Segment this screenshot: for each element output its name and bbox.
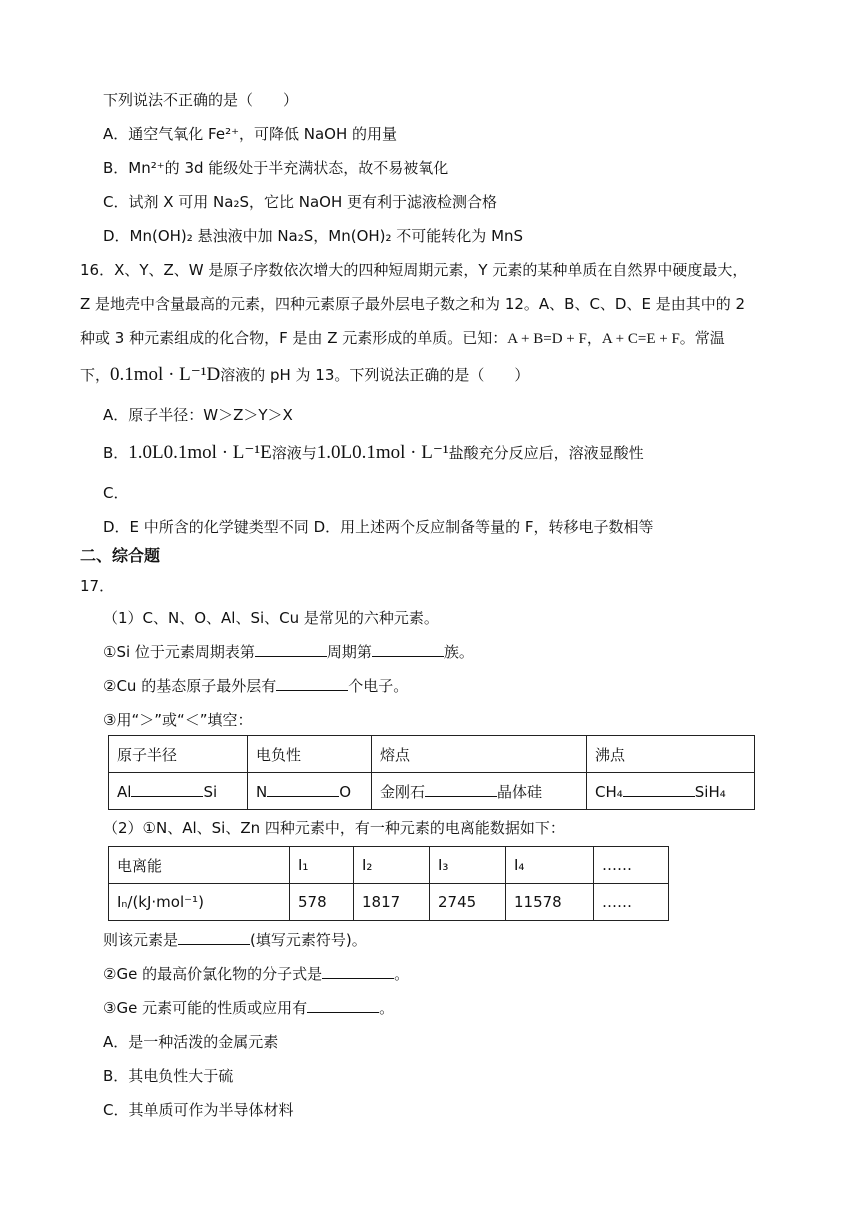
q16-concentration: 0.1mol · L⁻¹D — [110, 364, 221, 385]
table-header-row — [109, 736, 755, 773]
q16-option-b-math-2: 1.0L0.1mol · L⁻¹ — [316, 442, 449, 463]
q17-part-1-item-2 — [103, 676, 408, 696]
answer-blank[interactable] — [425, 782, 497, 797]
q16-equation-1: A + B=D + F — [507, 331, 587, 347]
table-header-cell: I₃ — [430, 847, 506, 884]
q17-number: 17． — [80, 577, 115, 595]
q17-part-2-intro: （2）①N、Al、Si、Zn 四种元素中，有一种元素的电离能数据如下： — [103, 819, 565, 837]
q16-line-4-start: 下， — [80, 366, 111, 384]
q16-line-3-end: 。常温 — [679, 329, 725, 347]
q17-option-a: A．是一种活泼的金属元素 — [103, 1033, 279, 1051]
q16-line-1: 16．X、Y、Z、W 是原子序数依次增大的四种短周期元素，Y 元素的某种单质在自然界中硬度最大， — [80, 261, 748, 279]
q17-p1-s2-text-a: ②Cu 的基态原子最外层有 — [103, 677, 277, 695]
cell-left: 金刚石 — [380, 782, 426, 801]
cell-right: Si — [203, 782, 218, 801]
q17-p2-s2-text-b: 。 — [394, 965, 410, 983]
q17-p1-s1-text-b: 周期第 — [326, 643, 372, 661]
q16-option-b-math-1: 1.0L0.1mol · L⁻¹E — [128, 442, 272, 463]
table-cell: 1817 — [354, 884, 430, 921]
table-header-cell: 电离能 — [109, 847, 290, 884]
q15-option-a: A．通空气氧化 Fe²⁺，可降低 NaOH 的用量 — [103, 125, 398, 143]
table-cell: …… — [594, 884, 669, 921]
table-header-cell: I₁ — [290, 847, 354, 884]
q16-equation-2: A + C=E + F — [601, 331, 680, 347]
q17-p2-s1-text-a: 则该元素是 — [103, 931, 179, 949]
cell-right: SiH₄ — [694, 782, 726, 801]
q16-line-4-end: 溶液的 pH 为 13。下列说法正确的是（ ） — [220, 366, 530, 384]
answer-blank[interactable] — [255, 642, 327, 657]
table-cell — [587, 773, 755, 810]
ionization-energy-table — [108, 846, 669, 921]
q16-line-3 — [80, 328, 725, 349]
table-header-cell: 熔点 — [372, 736, 587, 773]
q17-part-2-item-2 — [103, 964, 409, 984]
q16-option-c: C． — [103, 484, 129, 502]
cell-left: CH₄ — [595, 782, 623, 801]
q17-p1-s1-text-a: ①Si 位于元素周期表第 — [103, 643, 255, 661]
cell-right: O — [339, 782, 352, 801]
q15-stem: 下列说法不正确的是（ ） — [103, 91, 299, 109]
q16-option-b-end: 盐酸充分反应后，溶液显酸性 — [448, 444, 644, 462]
section-title: 二、综合题 — [80, 546, 161, 565]
table-header-row — [109, 847, 669, 884]
table-cell — [109, 773, 248, 810]
q17-p1-s2-text-b: 个电子。 — [348, 677, 409, 695]
q17-p2-s3-text-a: ③Ge 元素可能的性质或应用有 — [103, 999, 308, 1017]
table-row — [109, 773, 755, 810]
q16-option-a: A．原子半径：W＞Z＞Y＞X — [103, 406, 293, 424]
q16-option-d: D．E 中所含的化学键类型不同 D．用上述两个反应制备等量的 F，转移电子数相等 — [103, 518, 654, 536]
answer-blank[interactable] — [267, 782, 339, 797]
q16-option-b-label: B． — [103, 444, 129, 462]
q17-part-1-item-1 — [103, 642, 474, 662]
q16-line-4 — [80, 365, 529, 385]
q17-option-b: B．其电负性大于硫 — [103, 1067, 234, 1085]
cell-left: N — [256, 782, 268, 801]
answer-blank[interactable] — [276, 676, 348, 691]
answer-blank[interactable] — [178, 930, 250, 945]
q17-p1-s1-text-c: 族。 — [443, 643, 474, 661]
q15-option-b: B．Mn²⁺的 3d 能级处于半充满状态，故不易被氧化 — [103, 159, 449, 177]
answer-blank[interactable] — [623, 782, 695, 797]
cell-right: 晶体硅 — [497, 782, 543, 801]
table-cell — [372, 773, 587, 810]
q16-separator: ， — [586, 329, 602, 347]
q17-part-2-item-1 — [103, 930, 367, 950]
answer-blank[interactable] — [322, 964, 394, 979]
table-cell: Iₙ/(kJ·mol⁻¹) — [109, 884, 290, 921]
answer-blank[interactable] — [307, 998, 379, 1013]
table-header-cell: I₂ — [354, 847, 430, 884]
table-header-cell: 沸点 — [587, 736, 755, 773]
q16-line-2: Z 是地壳中含量最高的元素，四种元素原子最外层电子数之和为 12。A、B、C、D、E 是由其中的 2 — [80, 295, 746, 313]
q17-part-1-intro: （1）C、N、O、Al、Si、Cu 是常见的六种元素。 — [103, 609, 439, 627]
q16-option-b-mid: 溶液与 — [271, 444, 317, 462]
answer-blank[interactable] — [372, 642, 444, 657]
table-cell: 11578 — [506, 884, 594, 921]
q17-part-1-item-3: ③用“＞”或“＜”填空： — [103, 711, 253, 729]
table-header-cell: 电负性 — [248, 736, 372, 773]
q16-option-b — [103, 443, 644, 463]
table-cell — [248, 773, 372, 810]
table-row — [109, 884, 669, 921]
table-header-cell: I₄ — [506, 847, 594, 884]
table-header-cell: …… — [594, 847, 669, 884]
q17-part-2-item-3 — [103, 998, 394, 1018]
q17-p2-s2-text-a: ②Ge 的最高价氯化物的分子式是 — [103, 965, 323, 983]
cell-left: Al — [117, 782, 132, 801]
table-cell: 2745 — [430, 884, 506, 921]
comparison-table — [108, 735, 755, 810]
q17-p2-s3-text-b: 。 — [379, 999, 395, 1017]
table-cell: 578 — [290, 884, 354, 921]
q17-option-c: C．其单质可作为半导体材料 — [103, 1101, 294, 1119]
q16-line-3-text: 种或 3 种元素组成的化合物，F 是由 Z 元素形成的单质。已知： — [80, 329, 508, 347]
q15-option-c: C．试剂 X 可用 Na₂S，它比 NaOH 更有利于滤液检测合格 — [103, 193, 498, 211]
table-header-cell: 原子半径 — [109, 736, 248, 773]
q15-option-d: D．Mn(OH)₂ 悬浊液中加 Na₂S，Mn(OH)₂ 不可能转化为 MnS — [103, 227, 524, 245]
answer-blank[interactable] — [131, 782, 203, 797]
q17-p2-s1-text-b: (填写元素符号)。 — [250, 931, 367, 949]
